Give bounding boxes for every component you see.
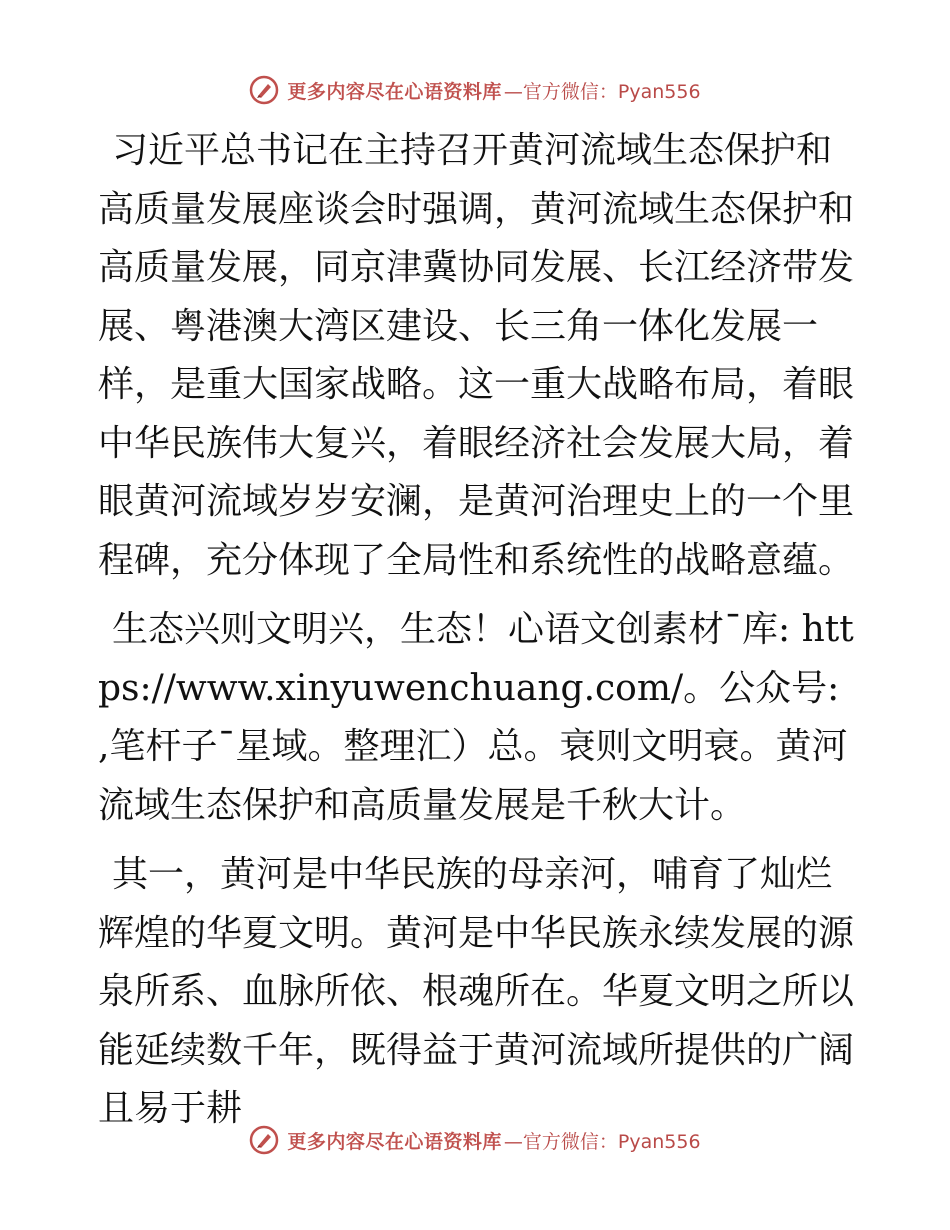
footer-brand-text: 更多内容尽在心语资料库 (287, 1130, 502, 1153)
footer-banner (0, 1120, 950, 1160)
seal-pen-icon (249, 75, 279, 105)
paragraph-3: 其一，黄河是中华民族的母亲河，哺育了灿烂辉煌的华夏文明。黄河是中华民族永续发展的源泉所系、血脉所依、根魂所在。华夏文明之所以能延续数千年，既得益于黄河流域所提供的广阔且易于耕 (98, 854, 855, 1129)
footer-wechat-text: —官方微信：Pyan556 (503, 1130, 701, 1153)
document-body (98, 122, 858, 1150)
header-banner (0, 70, 950, 110)
banner-brand-text: 更多内容尽在心语资料库 (287, 80, 502, 103)
banner-wechat-text: —官方微信：Pyan556 (503, 80, 701, 103)
seal-pen-icon (249, 1125, 279, 1155)
paragraph-1: 习近平总书记在主持召开黄河流域生态保护和高质量发展座谈会时强调，黄河流域生态保护和高质量发展，同京津冀协同发展、长江经济带发展、粤港澳大湾区建设、长三角一体化发展一样，是重大国家战略。这一重大战略布局，着眼中华民族伟大复兴，着眼经济社会发展大局，着眼黄河流域岁岁安澜，是黄河治理史上的一个里程碑，充分体现了全局性和系统性的战略意蕴。 (98, 130, 855, 581)
paragraph-2: 生态兴则文明兴，生态！心语文创素材¯库: https://www.xinyuwenchuang.com/。公众号: ,笔杆子¯星域。整理汇）总。衰则文明衰。黄河流域生态保护和高质量发展是千秋大计。 (98, 609, 854, 826)
